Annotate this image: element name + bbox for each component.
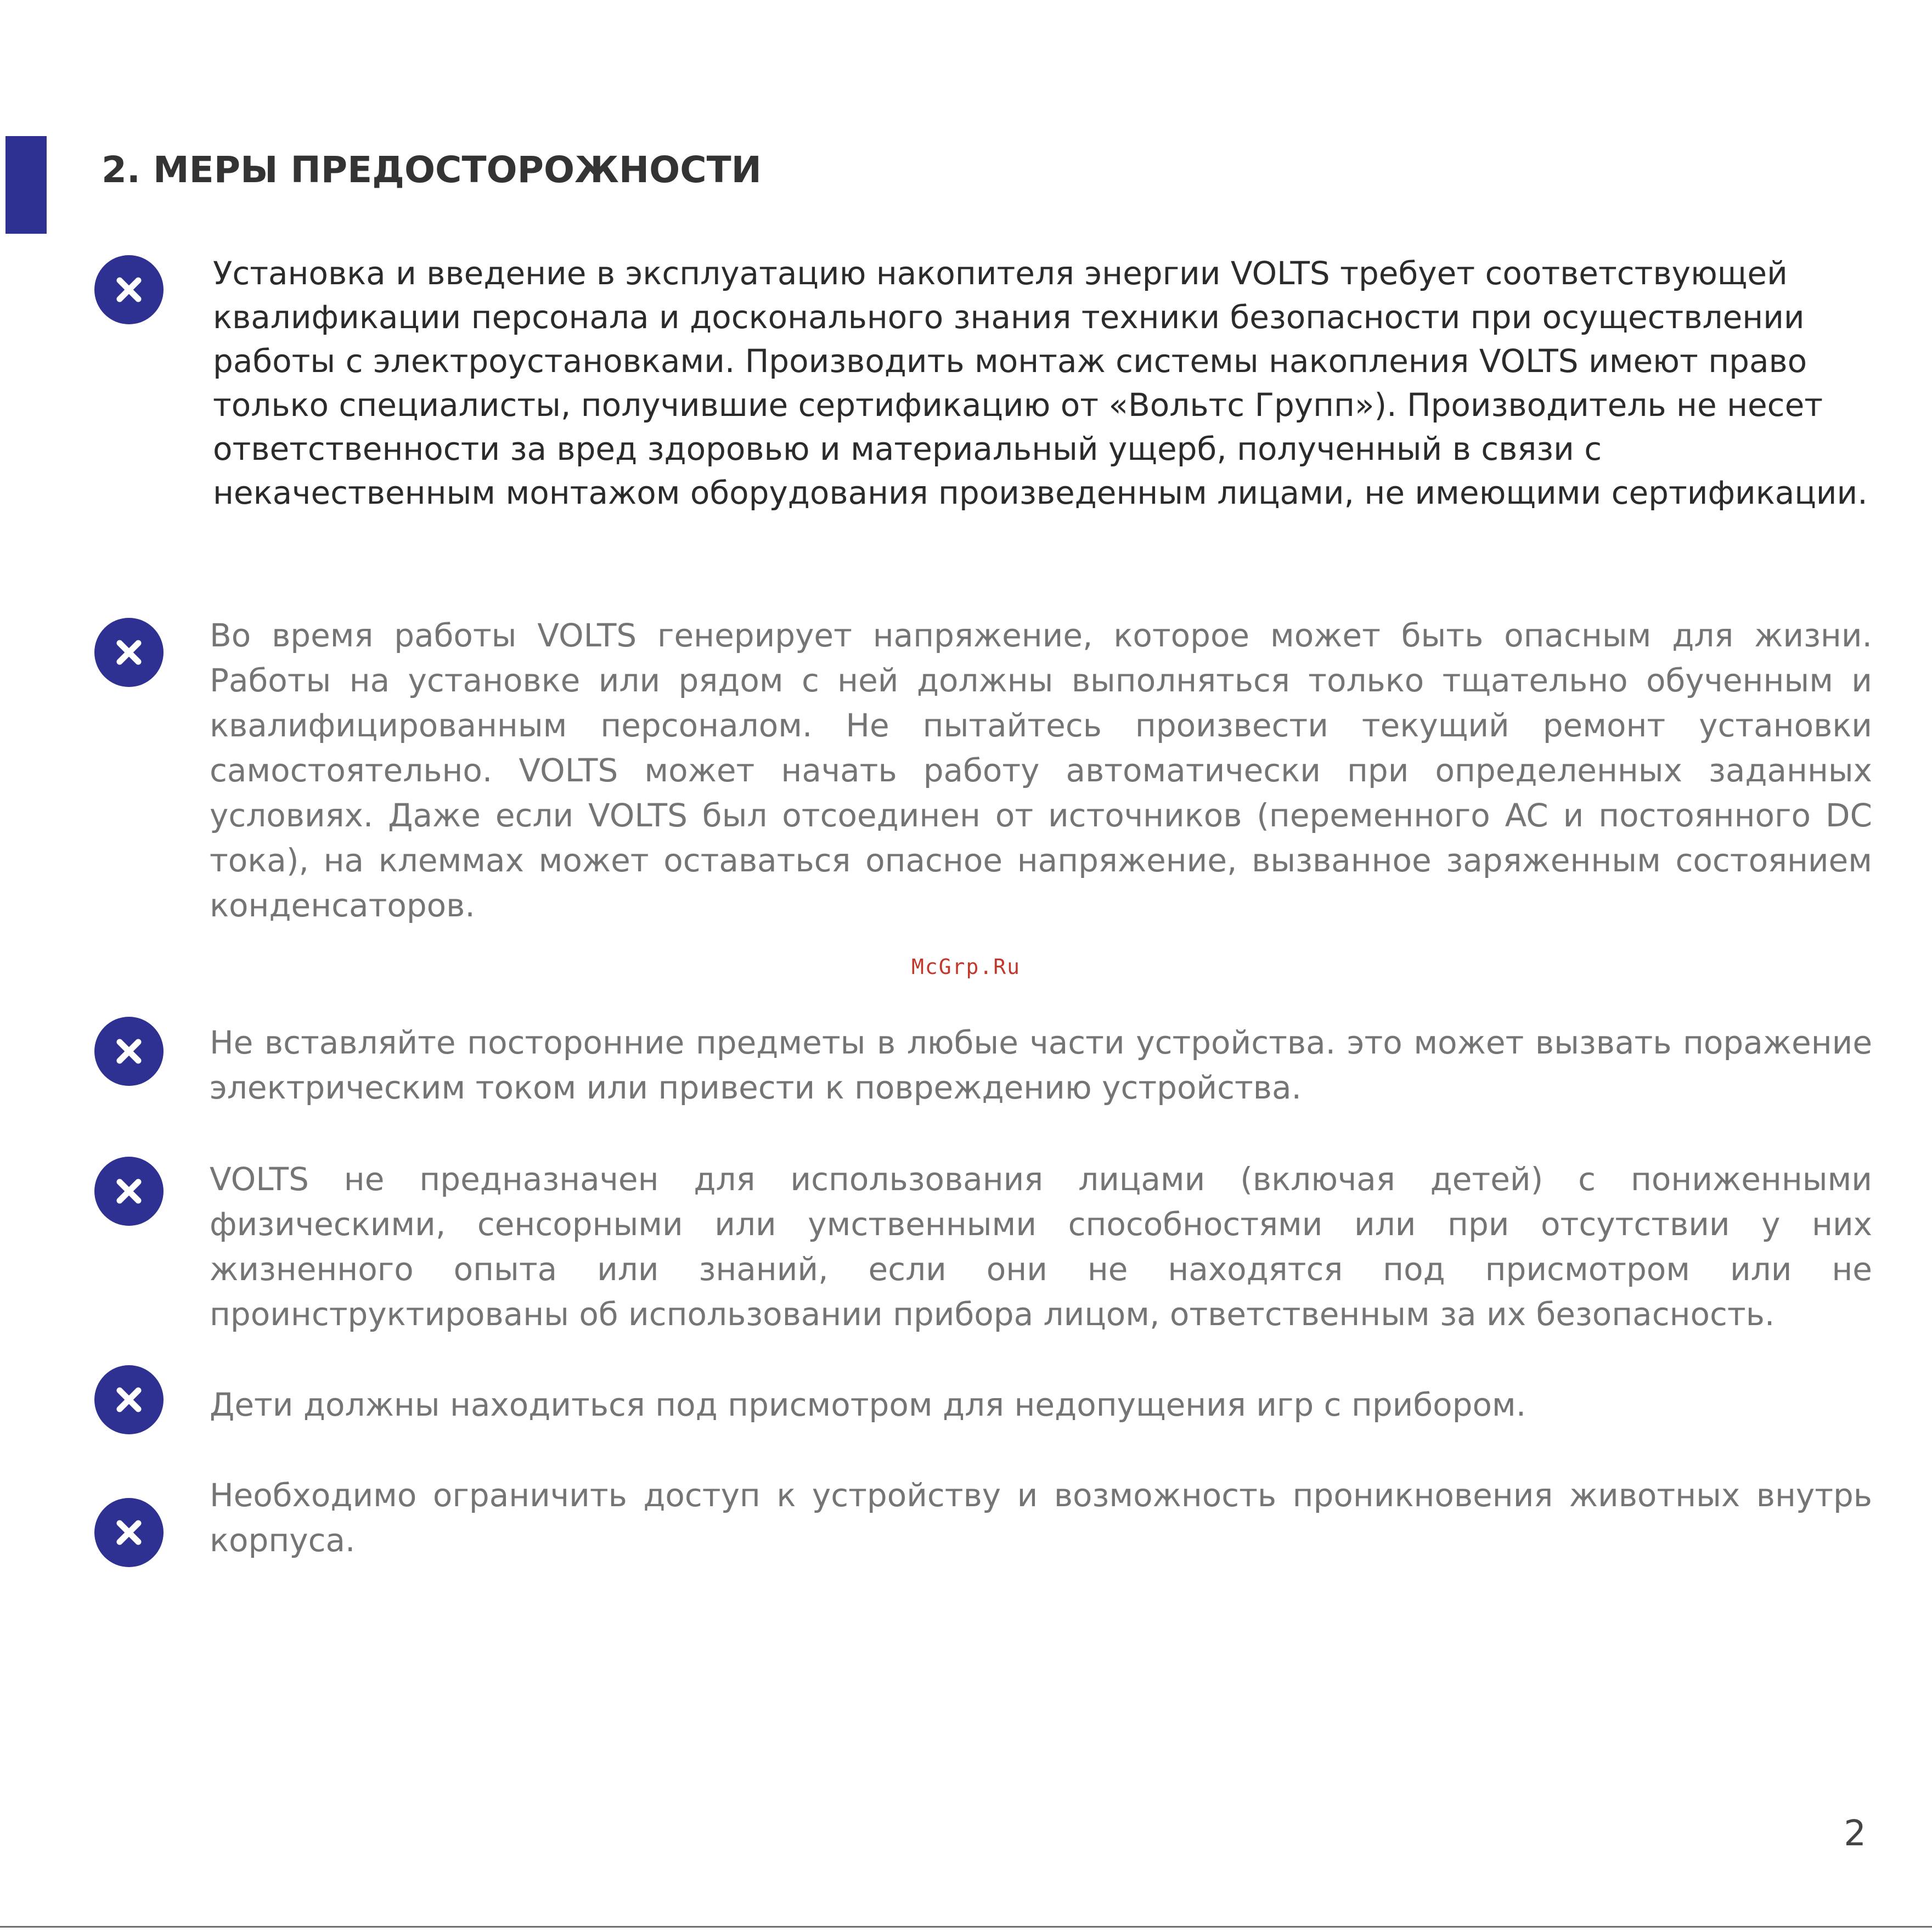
close-icon [94,1157,164,1226]
close-icon [94,618,164,687]
precaution-text: Дети должны находиться под присмотром для недопущения игр с прибором. [210,1386,1527,1423]
precaution-text: VOLTS не предназначен для использования лицами (включая детей) с пониженными физическими, сенсорными или умственными способностями или при отсутствии у них жизненного опыта или знаний, если они не находятся под присмотром или не проинструктированы об использовании прибора лицом, ответственным за их безопасность. [210,1161,1872,1333]
bottom-divider [0,1926,1932,1928]
close-icon [94,255,164,324]
precaution-text: Установка и введение в эксплуатацию накопителя энергии VOLTS требует соответствующей квалификации персонала и доскональнoго знания техники безопасности при осуществлении работы с электроустановками. Производить монтаж системы накопления VOLTS имеют право только специалисты, получившие сертификацию от «Вольтс Групп»). Производитель не несет ответственности за вред здоровью и материальный ущерб, полученный в связи с некачественным монтажом оборудования произведенным лицами, не имеющими сертификации. [213,255,1868,511]
close-icon [94,1017,164,1086]
precaution-text: Не вставляйте посторонние предметы в любые части устройства. это может вызвать поражение электрическим током или привести к повреждению устройства. [210,1024,1872,1106]
page-number: 2 [1844,1813,1866,1854]
watermark: McGrp.Ru [911,955,1021,979]
precaution-text: Во время работы VOLTS генерирует напряжение, которое может быть опасным для жизни. Работы на установке или рядом с ней должны выполняться только тщательно обученным и квалифицированным персоналом. Не пытайтесь произвести текущий ремонт установки самостоятельно. VOLTS может начать работу автоматически при определенных заданных условиях. Даже если VOLTS был отсоединен от источников (переменного AC и постоянного DC тока), на клеммах может оставаться опасное напряжение, вызванное заряженным состоянием конденсаторов. [210,617,1872,924]
section-title: 2. МЕРЫ ПРЕДОСТОРОЖНОСТИ [102,149,762,191]
close-icon [94,1365,164,1434]
precaution-text: Необходимо ограничить доступ к устройству и возможность проникновения животных внутрь корпуса. [210,1477,1872,1559]
close-icon [94,1498,164,1567]
section-accent-bar [5,136,47,234]
